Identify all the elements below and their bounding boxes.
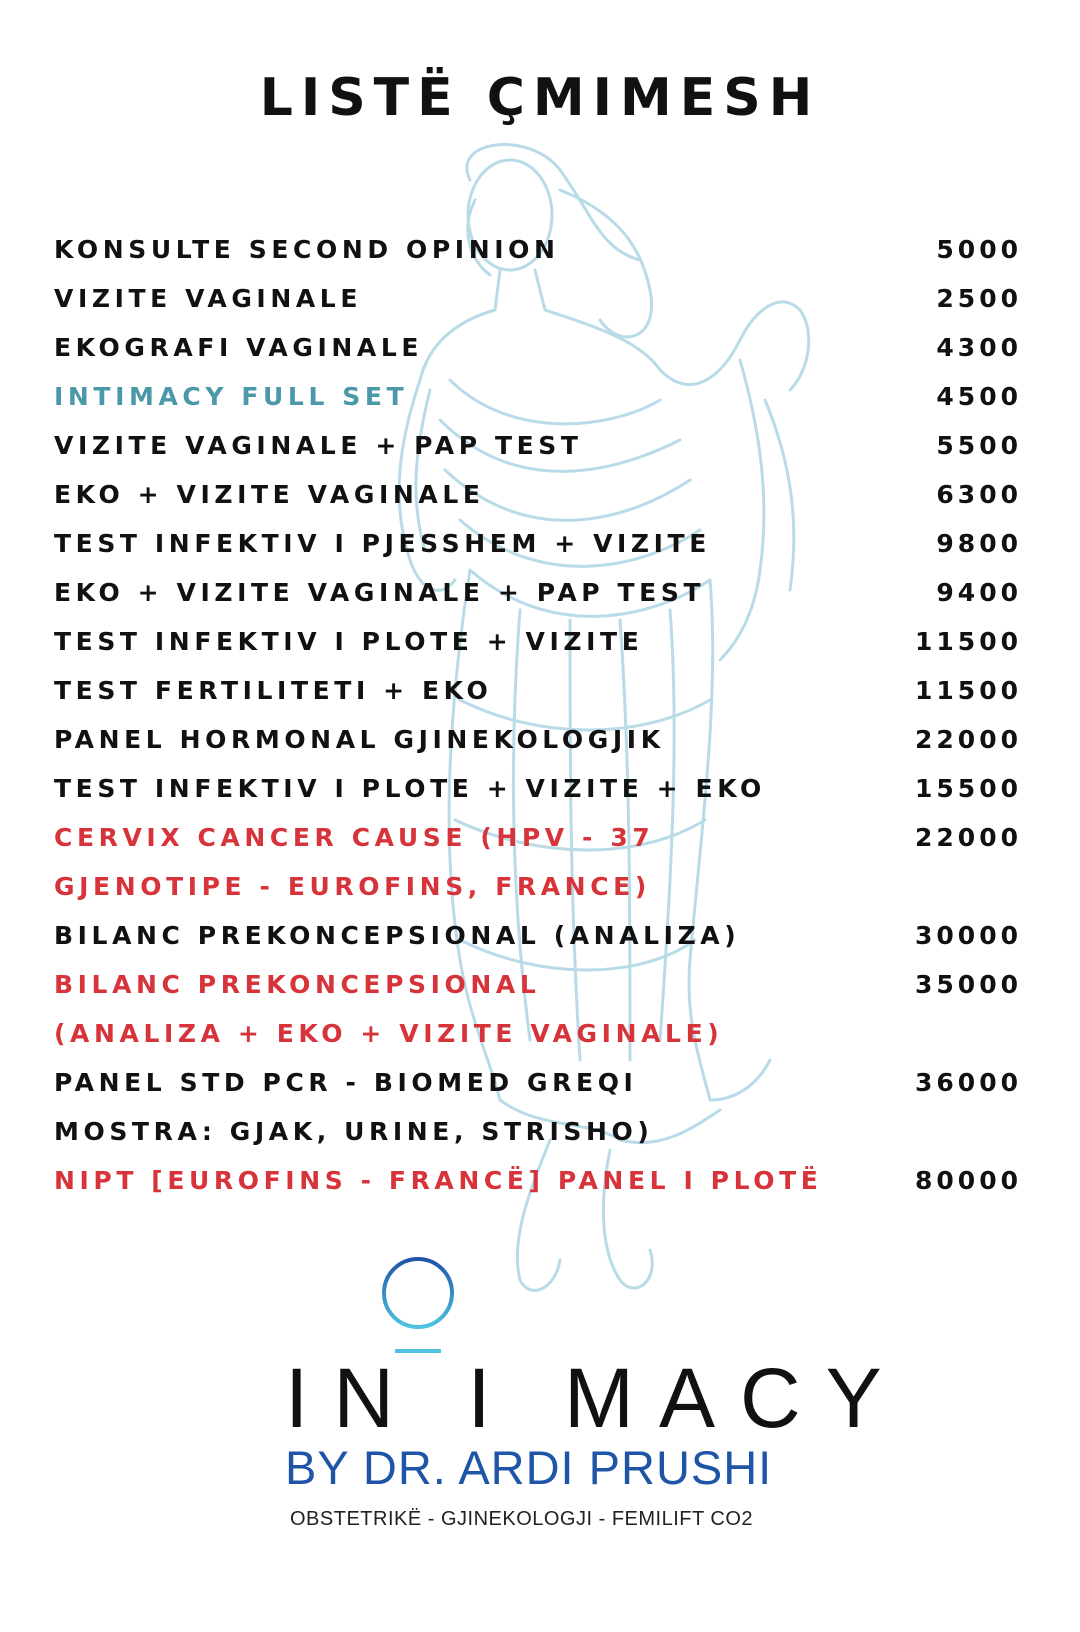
service-label (54, 568, 705, 617)
service-label (54, 421, 583, 470)
price-row (54, 960, 1022, 1058)
service-price: 35000 (915, 970, 1022, 999)
service-price: 22000 (915, 725, 1022, 754)
service-label-line: CERVIX CANCER CAUSE (HPV - 37 (54, 823, 655, 852)
service-label-line: VIZITE VAGINALE + PAP TEST (54, 431, 583, 460)
brand-tagline: OBSTETRIKË - GJINEKOLOGJI - FEMILIFT CO2 (290, 1508, 754, 1530)
price-row (54, 1156, 1022, 1205)
service-label (54, 764, 766, 813)
service-label-line: EKO + VIZITE VAGINALE (54, 480, 485, 509)
service-price: 5500 (936, 431, 1022, 460)
service-price: 5000 (936, 235, 1022, 264)
service-label (54, 323, 423, 372)
service-price: 4300 (936, 333, 1022, 362)
price-row (54, 372, 1022, 421)
service-label-line: BILANC PREKONCEPSIONAL (ANALIZA) (54, 921, 741, 950)
service-price: 30000 (915, 921, 1022, 950)
service-label (54, 715, 665, 764)
service-label (54, 960, 723, 1058)
price-row (54, 323, 1022, 372)
service-price: 9800 (936, 529, 1022, 558)
service-label (54, 1058, 653, 1156)
service-label-line: KONSULTE SECOND OPINION (54, 235, 560, 264)
price-row (54, 715, 1022, 764)
service-label-line: MOSTRA: GJAK, URINE, STRISHO) (54, 1117, 654, 1146)
service-price: 80000 (915, 1166, 1022, 1195)
page-title: LISTË ÇMIMESH (259, 68, 821, 128)
price-row (54, 470, 1022, 519)
service-label (54, 666, 492, 715)
service-label-line: PANEL HORMONAL GJINEKOLOGJIK (54, 725, 665, 754)
price-row (54, 1058, 1022, 1156)
service-label-line: BILANC PREKONCEPSIONAL (54, 970, 541, 999)
service-label (54, 274, 362, 323)
price-row (54, 764, 1022, 813)
price-row (54, 813, 1022, 911)
price-row (54, 568, 1022, 617)
service-price: 15500 (915, 774, 1022, 803)
service-label-line: INTIMACY FULL SET (54, 382, 409, 411)
service-price: 36000 (915, 1068, 1022, 1097)
service-label-line: (ANALIZA + EKO + VIZITE VAGINALE) (54, 1019, 724, 1048)
price-row (54, 421, 1022, 470)
service-label-line: VIZITE VAGINALE (54, 284, 363, 313)
service-label (54, 225, 560, 274)
price-row (54, 617, 1022, 666)
price-row (54, 911, 1022, 960)
price-row (54, 225, 1022, 274)
service-label-line: GJENOTIPE - EUROFINS, FRANCE) (54, 872, 651, 901)
service-price: 9400 (936, 578, 1022, 607)
service-price: 4500 (936, 382, 1022, 411)
service-label-line: TEST FERTILITETI + EKO (54, 676, 493, 705)
service-label-line: TEST INFEKTIV I PLOTE + VIZITE + EKO (54, 774, 766, 803)
service-label (54, 1156, 822, 1205)
service-label-line: EKOGRAFI VAGINALE (54, 333, 424, 362)
price-row (54, 519, 1022, 568)
service-label-line: TEST INFEKTIV I PJESSHEM + VIZITE (54, 529, 711, 558)
service-label (54, 519, 711, 568)
service-price: 22000 (915, 823, 1022, 852)
price-list (54, 225, 1022, 1205)
service-label-line: EKO + VIZITE VAGINALE + PAP TEST (54, 578, 706, 607)
service-label (54, 470, 485, 519)
service-label-line: NIPT [EUROFINS - FRANCË] PANEL I PLOTË (54, 1166, 823, 1195)
price-row (54, 274, 1022, 323)
service-label (54, 617, 643, 666)
service-label (54, 372, 408, 421)
service-label (54, 911, 740, 960)
price-row (54, 666, 1022, 715)
brand-name: IN I MACY (285, 1351, 907, 1445)
service-label (54, 813, 654, 911)
service-price: 11500 (915, 627, 1022, 656)
service-price: 2500 (936, 284, 1022, 313)
service-price: 6300 (936, 480, 1022, 509)
service-label-line: PANEL STD PCR - BIOMED GREQI (54, 1068, 638, 1097)
service-price: 11500 (915, 676, 1022, 705)
brand-subtitle: BY DR. ARDI PRUSHI (285, 1441, 773, 1494)
service-label-line: TEST INFEKTIV I PLOTE + VIZITE (54, 627, 644, 656)
